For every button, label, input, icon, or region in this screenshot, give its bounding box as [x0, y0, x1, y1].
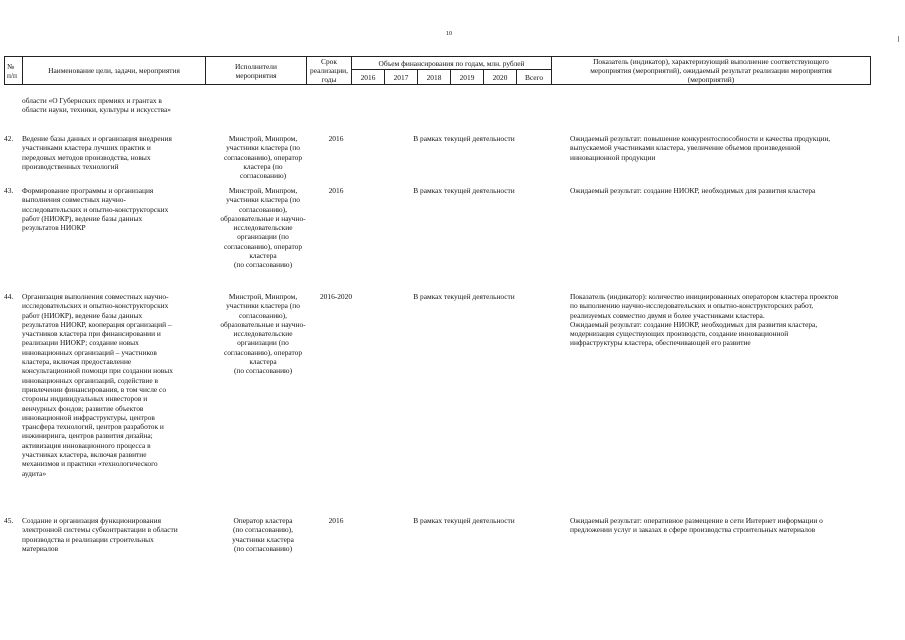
header-num: № п/п: [5, 57, 23, 85]
row-number: 44.: [4, 292, 14, 301]
row-indicator: Ожидаемый результат: повышение конкурентоспособности и качества продукции, выпускаемой участниками кластера, увеличение объемов произведенной инновационной продукции: [570, 134, 831, 162]
row-term: 2016: [328, 186, 344, 195]
header-indicator: Показатель (индикатор), характеризующий выполнение соответствующего мероприятия (мероприятий), ожидаемый результат реализации мероприятия (мероприятий): [552, 57, 871, 85]
header-year-2020: 2020: [484, 70, 517, 85]
continuation-text: области «О Губернских премиях и грантах в области науки, техники, культуры и искусства»: [22, 96, 171, 115]
row-executors: Минстрой, Минпром, участники кластера (по согласованию), образовательные и научно- исследовательские организации (по согласованию), оператор кластера (по согласованию): [220, 186, 306, 270]
row-financing: В рамках текущей деятельности: [413, 186, 515, 195]
row-indicator: Ожидаемый результат: создание НИОКР, необходимых для развития кластера: [570, 186, 816, 195]
table-header: [4, 56, 871, 85]
row-name: Формирование программы и организация выполнения совместных научно- исследовательских и опытно-конструкторских работ (НИОКР), ведение базы данных результатов НИОКР: [22, 186, 169, 233]
header-year-2019: 2019: [451, 70, 484, 85]
row-number: 45.: [4, 516, 14, 525]
row-number: 42.: [4, 134, 14, 143]
row-number: 43.: [4, 186, 14, 195]
scan-edge-mark: [898, 36, 899, 42]
row-indicator: Показатель (индикатор): количество инициированных оператором кластера проектов по выполнению научно-исследовательских и опытно-конструкторских работ, реализуемых совместно двумя и более участниками кластера. Ожидаемый результат: создание НИОКР, необходимых для развития кластера, модернизация существующих производств, создание инновационной инфраструктуры кластера, обеспечивающей его развитие: [570, 292, 839, 348]
header-year-2016: 2016: [352, 70, 385, 85]
row-term: 2016-2020: [319, 292, 353, 301]
row-executors: Оператор кластера (по согласованию), участники кластера (по согласованию): [232, 516, 294, 553]
row-executors: Минстрой, Минпром, участники кластера (по согласованию), образовательные и научно- исследовательские организации (по согласованию), оператор кластера (по согласованию): [220, 292, 306, 376]
row-financing: В рамках текущей деятельности: [413, 292, 515, 301]
header-name: Наименование цели, задачи, мероприятия: [23, 57, 206, 85]
row-financing: В рамках текущей деятельности: [413, 134, 515, 143]
row-name: Ведение базы данных и организация внедрения участниками кластера лучших практик и передовых методов производства, новых производственных технологий: [22, 134, 172, 171]
row-name: Организация выполнения совместных научно- исследовательских и опытно-конструкторских работ (НИОКР), ведение базы данных результатов НИОКР, кооперация организаций – участников кластера при финансировании и реализации НИОКР; создание новых инновационных организаций – участников кластера, включая предоставление консультационной помощи при создании новых инновационных организаций, содействие в привлечении финансирования, в том числе со стороны индивидуальных инвесторов и венчурных фондов; развитие объектов инновационной инфраструктуры, центров трансфера технологий, центров разработок и инжиниринга, центров развития дизайна; активизация инновационного процесса в участниках кластера, включая развитие механизмов и практики «технологического аудита»: [22, 292, 173, 478]
page-number: 10: [446, 31, 452, 37]
row-indicator: Ожидаемый результат: оперативное размещение в сети Интернет информации о предложении услуг и заказах в сфере производства строительных материалов: [570, 516, 823, 535]
row-term: 2016: [328, 516, 344, 525]
row-financing: В рамках текущей деятельности: [413, 516, 515, 525]
row-term: 2016: [328, 134, 344, 143]
header-year-2017: 2017: [385, 70, 418, 85]
header-financing: Объем финансирования по годам, млн. рублей: [352, 57, 552, 70]
row-executors: Минстрой, Минпром, участники кластера (по согласованию), оператор кластера (по согласованию): [223, 134, 303, 181]
header-year-2018: 2018: [418, 70, 451, 85]
header-executors: Исполнители мероприятия: [206, 57, 307, 85]
header-total: Всего: [517, 70, 552, 85]
row-name: Создание и организация функционирования электронной системы субконтрактации в области производства и реализации строительных материалов: [22, 516, 178, 553]
header-term: Срок реализации, годы: [307, 57, 352, 85]
